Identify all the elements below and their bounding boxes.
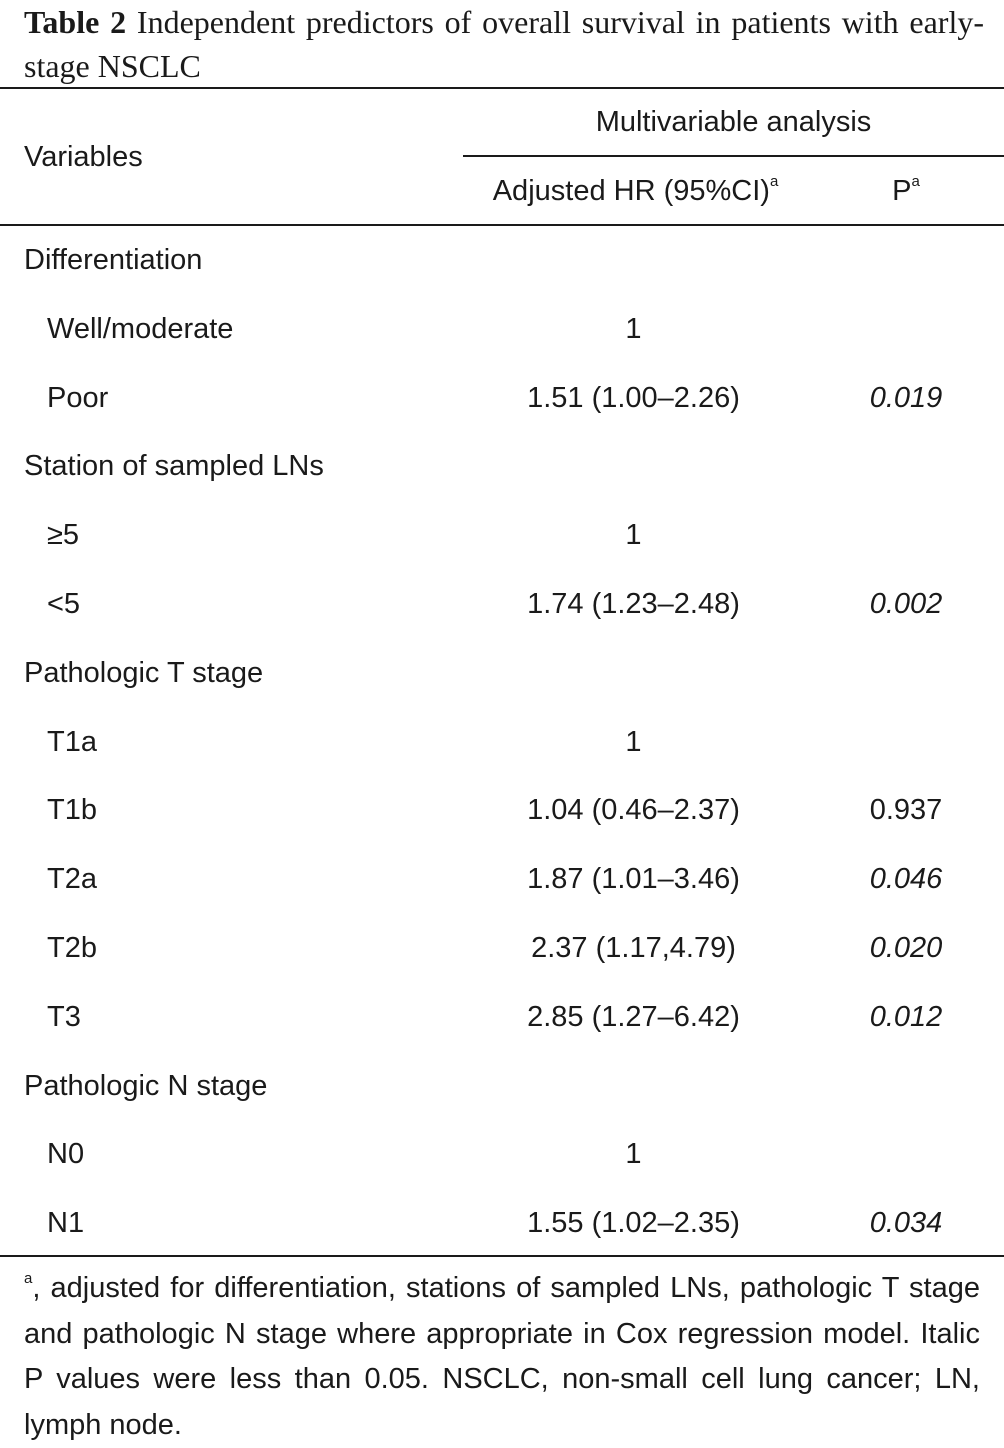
row-label: Well/moderate (47, 313, 234, 345)
row-label: ≥5 (47, 519, 80, 551)
row-label: T1a (47, 726, 97, 758)
row-label: <5 (47, 588, 81, 620)
group-label: Pathologic T stage (24, 657, 264, 689)
table-label: Table 2 (24, 4, 127, 40)
bottom-rule (0, 1255, 1004, 1257)
hr-value: 1 (625, 313, 642, 345)
p-value: 0.012 (869, 1001, 943, 1033)
hr-value: 1.04 (0.46–2.37) (527, 794, 740, 826)
header-p-superscript: a (911, 173, 920, 190)
hr-value: 1.74 (1.23–2.48) (527, 588, 740, 620)
table-caption (24, 0, 984, 88)
table-title: Independent predictors of overall survival in patients with early-stage NSCLC (24, 4, 985, 84)
group-label: Pathologic N stage (24, 1070, 268, 1102)
p-value: 0.937 (869, 794, 943, 826)
hr-value: 1 (625, 1138, 642, 1170)
hr-value: 2.37 (1.17,4.79) (531, 932, 736, 964)
p-value: 0.002 (869, 588, 943, 620)
row-label: T3 (47, 1001, 81, 1033)
hr-value: 1 (625, 519, 642, 551)
header-hr-superscript: a (769, 173, 779, 190)
row-label: T2a (47, 863, 97, 895)
hr-value: 1.51 (1.00–2.26) (527, 382, 740, 414)
table-footnote (24, 1266, 980, 1448)
row-label: Poor (47, 382, 109, 414)
hr-value: 1.55 (1.02–2.35) (527, 1207, 740, 1239)
header-group-rule (463, 155, 1004, 157)
p-value: 0.034 (869, 1207, 943, 1239)
header-hr-label: Adjusted HR (95%CI) (492, 175, 770, 207)
hr-value: 1.87 (1.01–3.46) (527, 863, 740, 895)
footnote-text: , adjusted for differentiation, stations of sampled LNs, pathologic T stage and pathologic N stage where appropriate in Cox regression model. Italic P values were less than 0.05. NSCLC, non-small cell lung cancer; LN, lymph node. (24, 1272, 980, 1441)
header-p-label: P (892, 175, 912, 207)
row-label: T1b (47, 794, 97, 826)
row-label: N0 (47, 1138, 85, 1170)
header-variables: Variables (24, 141, 143, 173)
p-value: 0.046 (869, 863, 943, 895)
footnote-superscript: a (24, 1270, 33, 1287)
p-value: 0.019 (869, 382, 943, 414)
row-label: N1 (47, 1207, 85, 1239)
group-label: Differentiation (24, 244, 203, 276)
group-label: Station of sampled LNs (24, 450, 324, 482)
top-rule (0, 87, 1004, 89)
row-label: T2b (47, 932, 97, 964)
p-value: 0.020 (869, 932, 943, 964)
hr-value: 2.85 (1.27–6.42) (527, 1001, 740, 1033)
header-p-value (808, 174, 1004, 208)
hr-value: 1 (625, 726, 642, 758)
header-bottom-rule (0, 224, 1004, 226)
header-multivariable-analysis: Multivariable analysis (595, 106, 872, 138)
header-adjusted-hr (463, 174, 808, 208)
